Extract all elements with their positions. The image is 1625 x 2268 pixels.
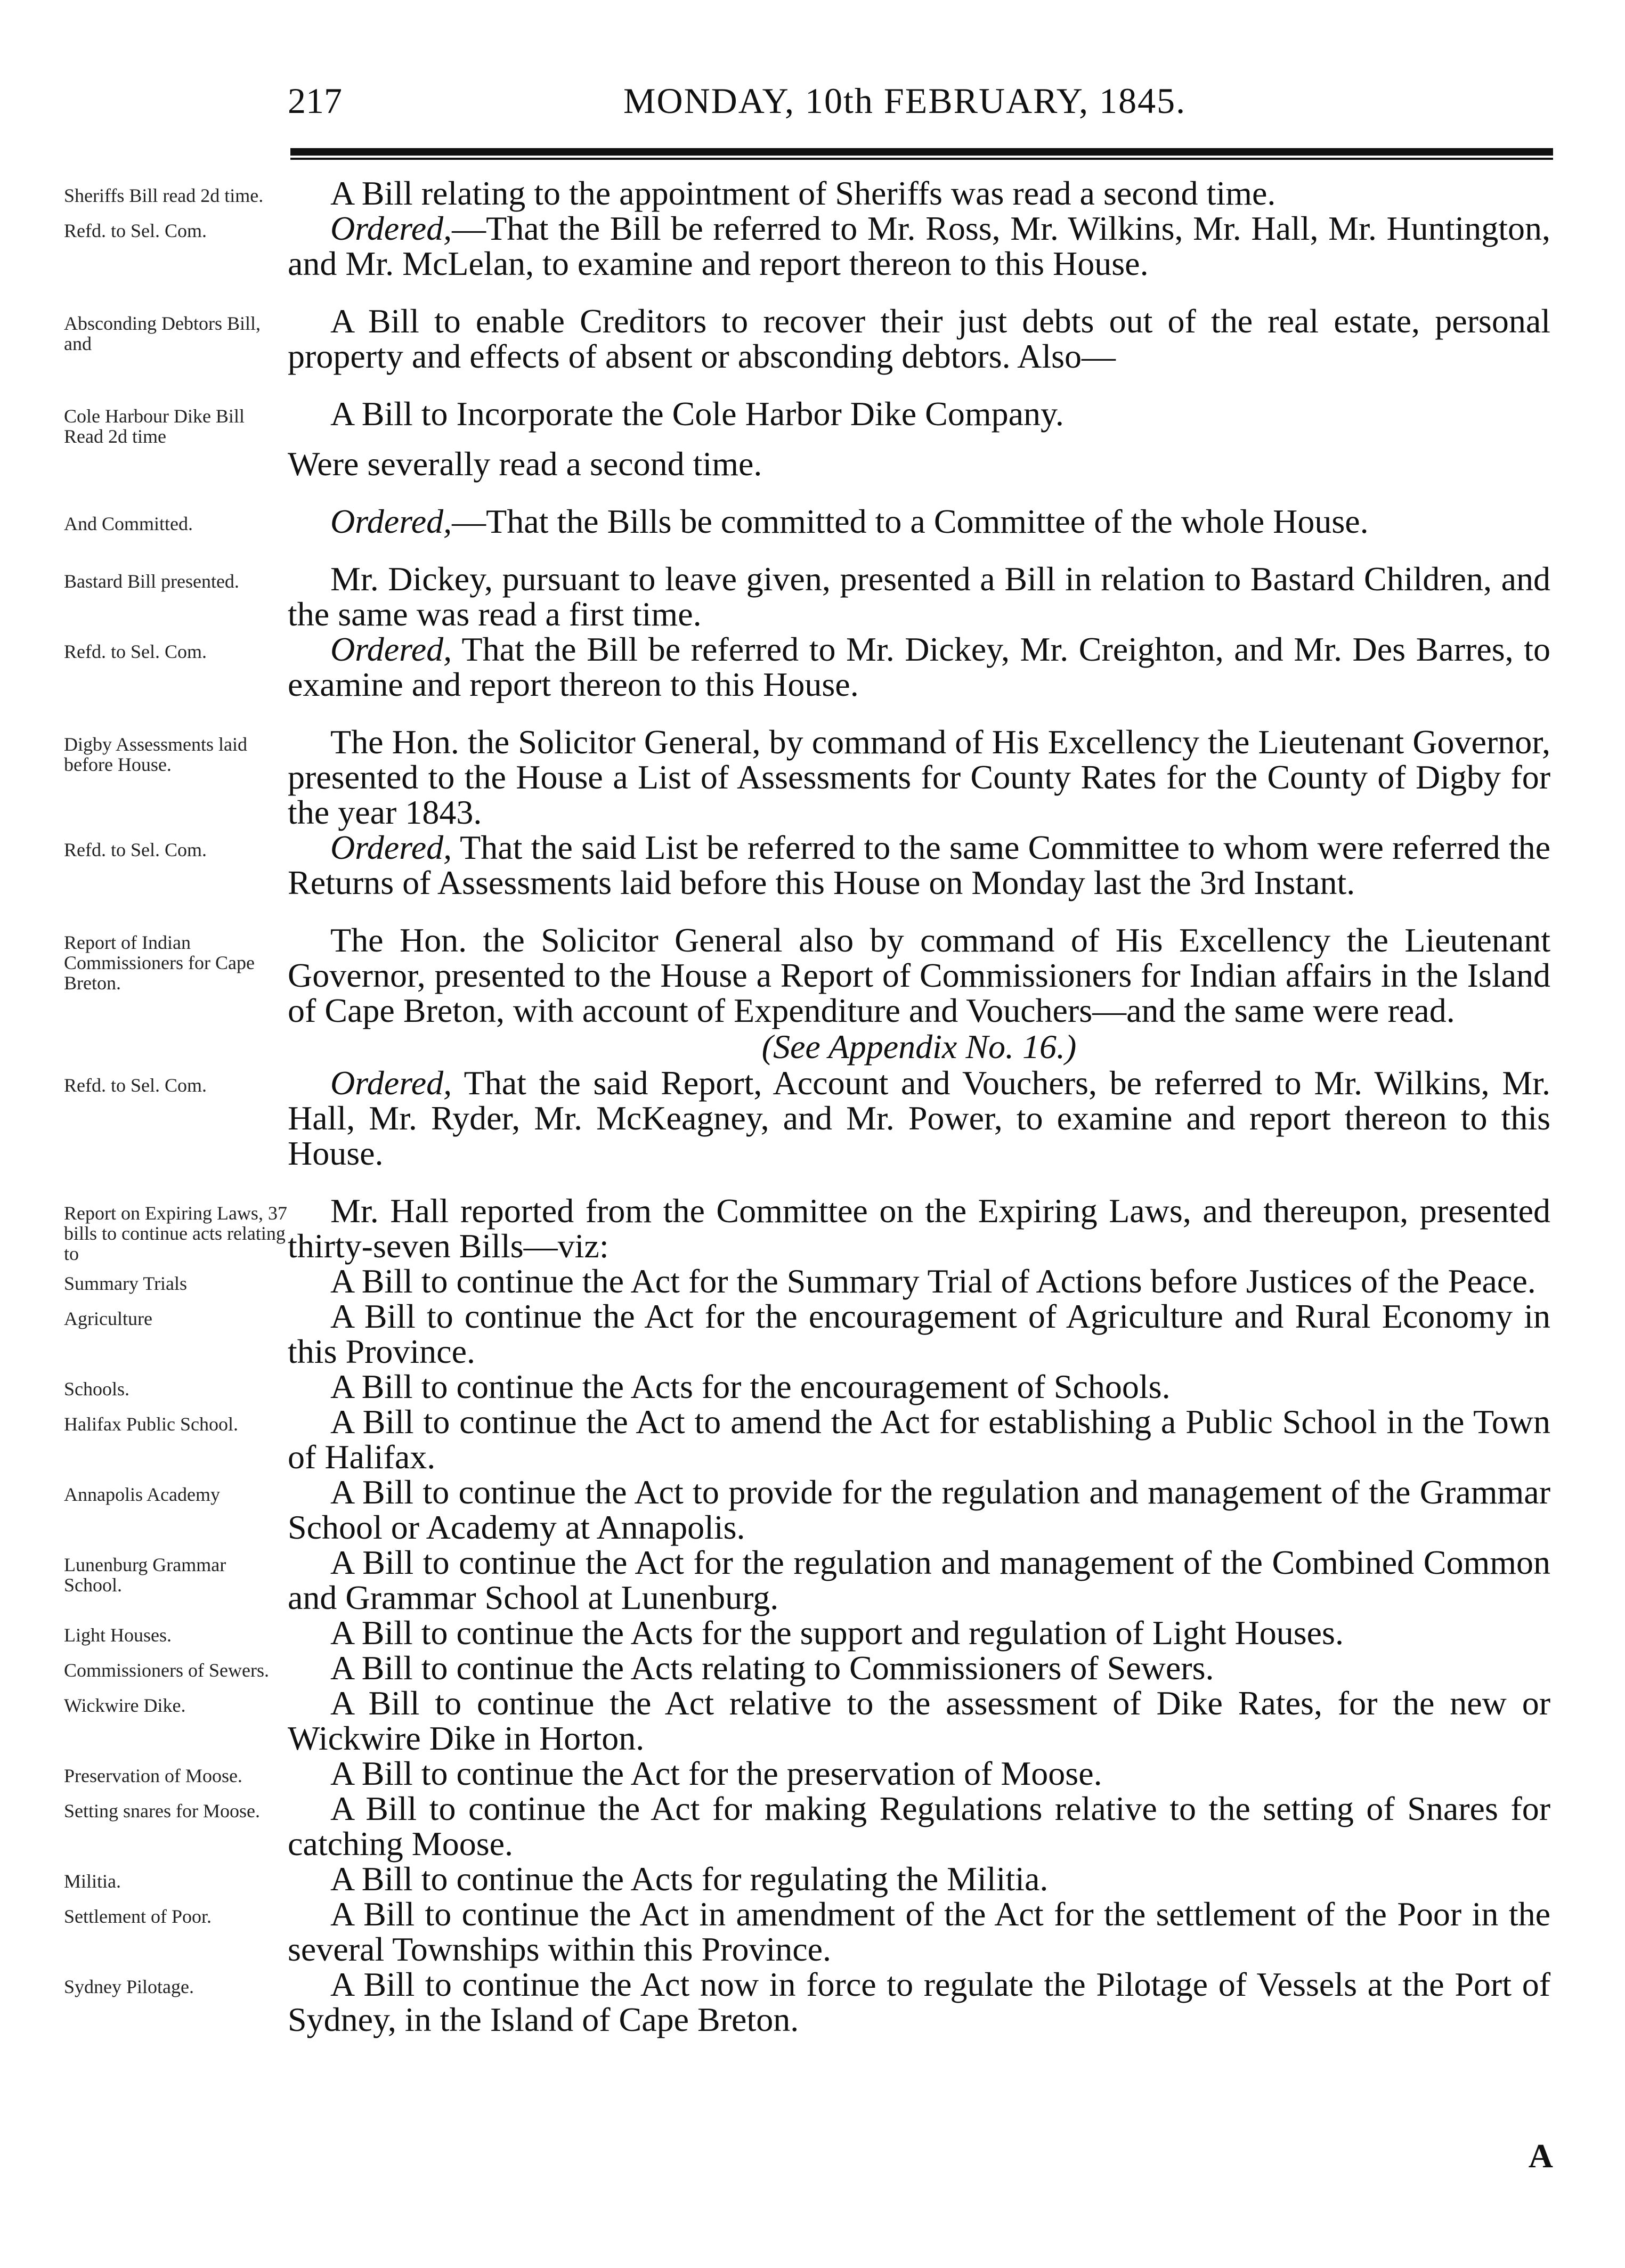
marginal-note: Refd. to Sel. Com. <box>64 1075 207 1096</box>
entry-body: That the Bill be referred to Mr. Dickey, Mr. Creighton, and Mr. Des Barres, to examine and report thereon to this House. <box>288 630 1550 703</box>
journal-entry <box>0 1404 1625 1475</box>
journal-entry <box>0 1066 1625 1171</box>
journal-entry <box>0 1193 1625 1264</box>
journal-entry <box>0 176 1625 211</box>
running-head: MONDAY, 10th FEBRUARY, 1845. <box>623 80 1187 121</box>
entry-body: That the said Report, Account and Vouchers, be referred to Mr. Wilkins, Mr. Hall, Mr. Ryder, Mr. McKeagney, and Mr. Power, to examine and report thereon to this House. <box>288 1064 1550 1172</box>
journal-entry <box>0 1028 1625 1066</box>
journal-entry <box>0 1897 1625 1967</box>
marginal-note: Sydney Pilotage. <box>64 1976 194 1997</box>
marginal-note: Light Houses. <box>64 1624 172 1646</box>
marginal-note: Cole Harbour Dike Bill Read 2d time <box>64 405 245 447</box>
journal-entry <box>0 396 1625 446</box>
page-number: 217 <box>288 80 342 121</box>
marginal-note <box>64 1028 288 1038</box>
marginal-note: Militia. <box>64 1871 121 1892</box>
journal-entry <box>0 923 1625 1028</box>
entry-text: A Bill to continue the Act in amendment of the Act for the settlement of the Poor in the several Townships within this Province. <box>288 1895 1550 1968</box>
marginal-note: Refd. to Sel. Com. <box>64 220 207 241</box>
entry-text: A Bill to continue the Act to provide for the regulation and management of the Grammar School or Academy at Annapolis. <box>288 1473 1550 1546</box>
journal-body <box>0 176 1625 2037</box>
marginal-note: Bastard Bill presented. <box>64 571 239 592</box>
journal-entry <box>0 304 1625 374</box>
entry-text <box>288 632 1550 702</box>
entry-text <box>288 504 1550 539</box>
entry-text: The Hon. the Solicitor General also by command of His Excellency the Lieutenant Governor, presented to the House a Report of Commissioners for Indian affairs in the Island of Cape Breton, with account of Expenditure and Vouchers—and the same were read. <box>288 921 1550 1029</box>
journal-entry <box>0 1545 1625 1615</box>
marginal-note: Commissioners of Sewers. <box>64 1660 269 1681</box>
entry-body: —That the Bill be referred to Mr. Ross, Mr. Wilkins, Mr. Hall, Mr. Huntington, and Mr. McLelan, to examine and report thereon to this House. <box>288 209 1550 282</box>
journal-entry <box>0 1615 1625 1651</box>
paragraph-gap <box>0 482 1625 504</box>
marginal-note: Annapolis Academy <box>64 1484 220 1505</box>
marginal-note: Report of Indian Commissioners for Cape Breton. <box>64 932 255 994</box>
journal-entry <box>0 1264 1625 1299</box>
entry-body: —That the Bills be committed to a Committee of the whole House. <box>452 502 1369 540</box>
journal-entry <box>0 562 1625 632</box>
entry-text: A Bill to continue the Acts for the encouragement of Schools. <box>330 1368 1171 1405</box>
marginal-note: Agriculture <box>64 1308 152 1329</box>
paragraph-gap <box>0 374 1625 396</box>
paragraph-gap <box>0 900 1625 923</box>
entry-text: A Bill relating to the appointment of Sheriffs was read a second time. <box>330 174 1276 212</box>
entry-text: A Bill to continue the Act now in force to regulate the Pilotage of Vessels at the Port of Sydney, in the Island of Cape Breton. <box>288 1965 1550 2038</box>
entry-text: The Hon. the Solicitor General, by command of His Excellency the Lieutenant Governor, presented to the House a List of Assessments for County Rates for the County of Digby for the year 1843. <box>288 723 1550 831</box>
paragraph-gap <box>0 539 1625 562</box>
marginal-note: Refd. to Sel. Com. <box>64 641 207 662</box>
marginal-note: Absconding Debtors Bill, and <box>64 313 261 354</box>
entry-text: A Bill to continue the Act relative to the assessment of Dike Rates, for the new or Wickwire Dike in Horton. <box>288 1684 1550 1757</box>
ordered-lead: Ordered, <box>330 1064 452 1102</box>
marginal-note: Refd. to Sel. Com. <box>64 839 207 860</box>
marginal-note: Lunenburg Grammar School. <box>64 1554 226 1596</box>
marginal-note: Setting snares for Moose. <box>64 1800 260 1822</box>
entry-text <box>288 211 1550 281</box>
entry-text: Were severally read a second time. <box>288 445 762 483</box>
entry-text: Mr. Hall reported from the Committee on the Expiring Laws, and thereupon, presented thirty-seven Bills—viz: <box>288 1192 1550 1265</box>
journal-entry <box>0 1475 1625 1545</box>
ordered-lead: Ordered, <box>330 502 452 540</box>
ordered-lead: Ordered, <box>330 209 452 247</box>
journal-entry <box>0 446 1625 482</box>
journal-entry <box>0 504 1625 539</box>
paragraph-gap <box>0 1171 1625 1193</box>
marginal-note: Halifax Public School. <box>64 1413 238 1435</box>
entry-text: A Bill to continue the Act for the preservation of Moose. <box>330 1754 1102 1792</box>
journal-entry <box>0 211 1625 281</box>
journal-entry <box>0 725 1625 830</box>
header-rule-thin <box>290 158 1553 160</box>
entry-text: A Bill to continue the Act for making Regulations relative to the setting of Snares for catching Moose. <box>288 1790 1550 1863</box>
entry-text: A Bill to continue the Act to amend the Act for establishing a Public School in the Town of Halifax. <box>288 1403 1550 1476</box>
journal-entry <box>0 1967 1625 2037</box>
header-rule-thick <box>290 148 1553 156</box>
appendix-reference: (See Appendix No. 16.) <box>761 1028 1077 1066</box>
paragraph-gap <box>0 281 1625 304</box>
entry-text: A Bill to continue the Acts for regulating the Militia. <box>330 1860 1049 1898</box>
marginal-note: Preservation of Moose. <box>64 1765 242 1786</box>
ordered-lead: Ordered, <box>330 630 452 668</box>
marginal-note: Report on Expiring Laws, 37 bills to continue acts relating to <box>64 1202 287 1264</box>
journal-entry <box>0 1791 1625 1861</box>
journal-entry <box>0 1369 1625 1404</box>
marginal-note: And Committed. <box>64 513 193 534</box>
entry-text: A Bill to Incorporate the Cole Harbor Dike Company. <box>330 395 1064 433</box>
entry-text: A Bill to continue the Acts relating to Commissioners of Sewers. <box>330 1649 1214 1687</box>
page-header <box>288 80 1550 139</box>
entry-text <box>288 1066 1550 1171</box>
journal-entry <box>0 1861 1625 1897</box>
journal-entry <box>0 830 1625 900</box>
journal-entry <box>0 632 1625 702</box>
ordered-lead: Ordered, <box>330 828 452 866</box>
entry-text: Mr. Dickey, pursuant to leave given, presented a Bill in relation to Bastard Children, and the same was read a first time. <box>288 560 1550 633</box>
catchword: A <box>1528 2137 1553 2175</box>
marginal-note: Summary Trials <box>64 1273 188 1294</box>
entry-text: A Bill to enable Creditors to recover their just debts out of the real estate, personal property and effects of absent or absconding debtors. Also— <box>288 302 1550 375</box>
marginal-note: Schools. <box>64 1378 130 1400</box>
paragraph-gap <box>0 702 1625 725</box>
entry-text: A Bill to continue the Act for the encouragement of Agriculture and Rural Economy in this Province. <box>288 1297 1550 1370</box>
marginal-note: Digby Assessments laid before House. <box>64 734 248 775</box>
entry-text <box>288 830 1550 900</box>
journal-entry <box>0 1299 1625 1369</box>
marginal-note <box>64 446 288 456</box>
marginal-note: Settlement of Poor. <box>64 1906 212 1927</box>
entry-text: A Bill to continue the Act for the regulation and management of the Combined Common and Grammar School at Lunenburg. <box>288 1543 1550 1616</box>
entry-text: A Bill to continue the Act for the Summary Trial of Actions before Justices of the Peace. <box>330 1262 1536 1300</box>
journal-entry <box>0 1756 1625 1791</box>
marginal-note: Wickwire Dike. <box>64 1695 186 1716</box>
entry-body: That the said List be referred to the same Committee to whom were referred the Returns of Assessments laid before this House on Monday last the 3rd Instant. <box>288 828 1550 901</box>
marginal-note: Sheriffs Bill read 2d time. <box>64 185 264 206</box>
journal-entry <box>0 1686 1625 1756</box>
journal-entry <box>0 1651 1625 1686</box>
entry-text: A Bill to continue the Acts for the support and regulation of Light Houses. <box>330 1614 1344 1652</box>
